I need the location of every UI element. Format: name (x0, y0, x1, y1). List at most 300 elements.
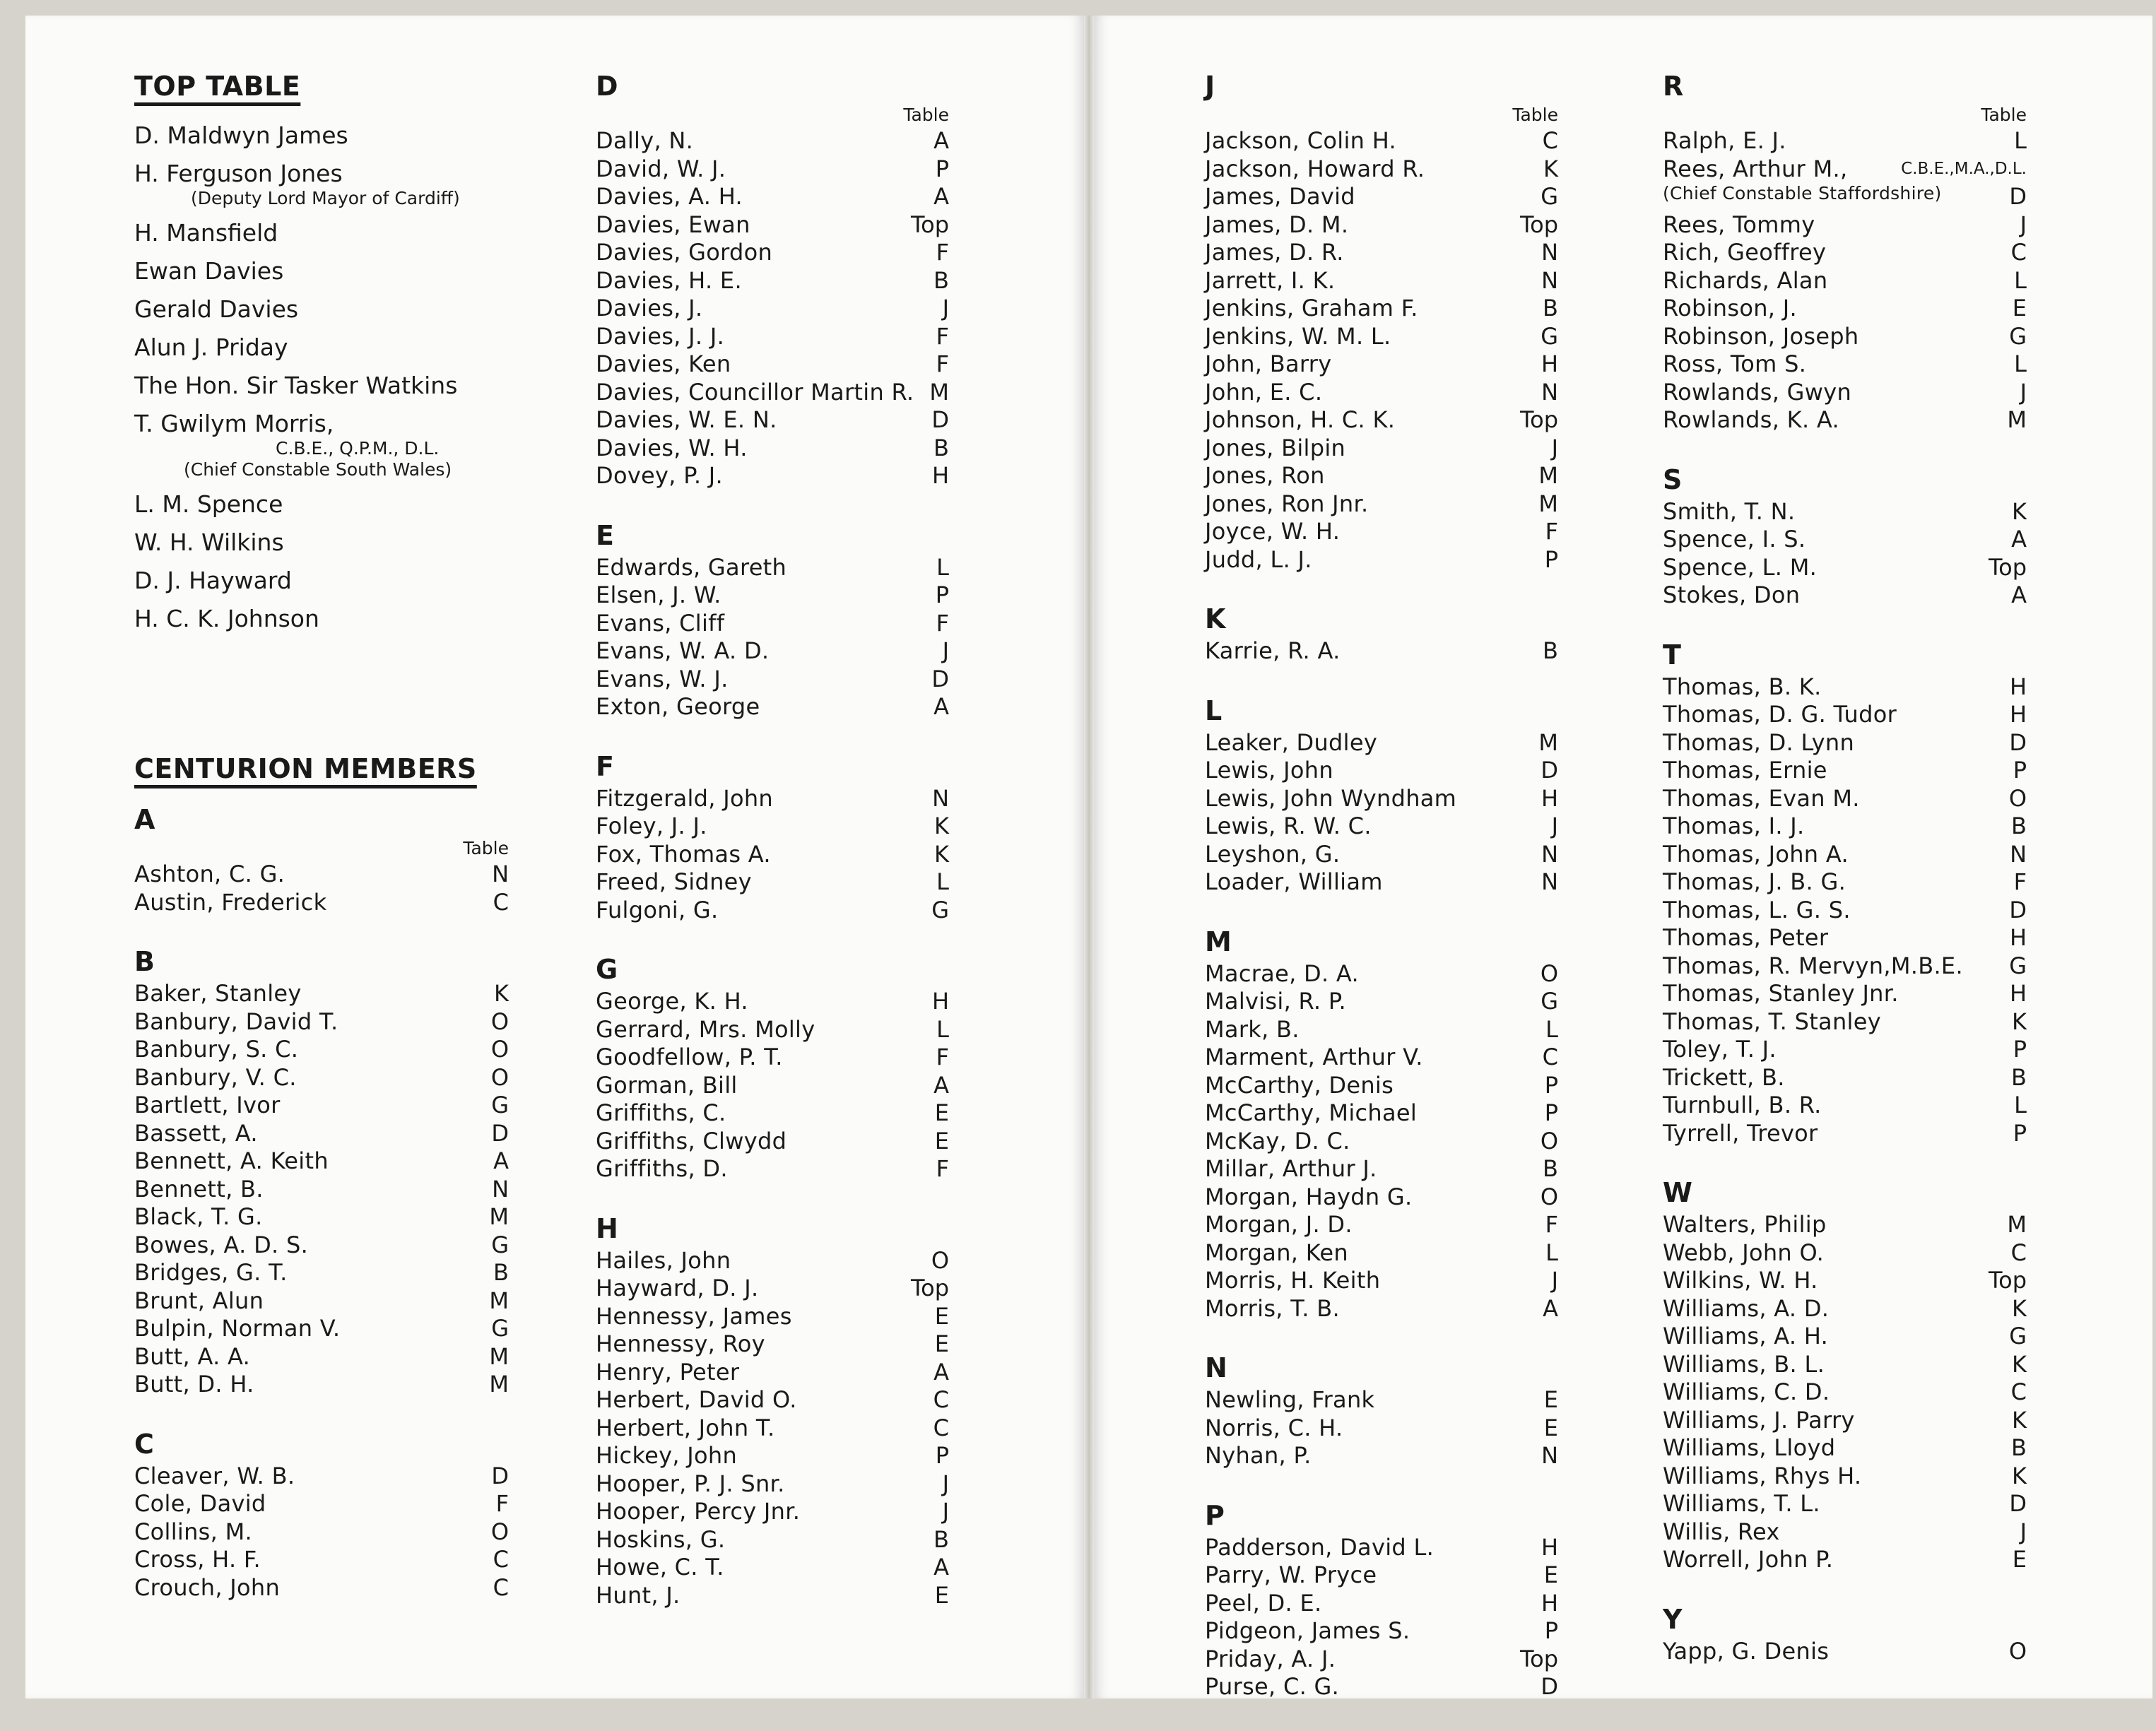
member-name: Rowlands, K. A. (1663, 406, 1839, 433)
table-letter: H (2009, 924, 2027, 951)
list-item (1663, 295, 2027, 323)
list-item (596, 350, 949, 379)
member-name: James, David (1205, 183, 1355, 210)
list-item (1663, 1323, 2027, 1351)
list-item (1205, 1414, 1558, 1443)
list-item (134, 1259, 509, 1287)
member-name: Herbert, David O. (596, 1386, 797, 1413)
table-letter: K (2012, 1462, 2027, 1489)
list-item (1663, 841, 2027, 869)
list-item (1663, 1434, 2027, 1463)
table-letter: M (1538, 728, 1558, 756)
list-item (1663, 1351, 2027, 1379)
list-item (596, 1128, 949, 1156)
list-item (1205, 1534, 1558, 1562)
list-item (134, 1518, 509, 1547)
list-item (134, 1574, 509, 1602)
member-name: Morgan, Ken (1205, 1239, 1348, 1266)
table-letter: A (1543, 1294, 1558, 1322)
section-j (1205, 71, 1558, 574)
table-letter: D (2009, 1490, 2027, 1517)
table-letter: H (2009, 980, 2027, 1007)
section-letter: K (1205, 603, 1226, 634)
member-name: Gerald Davies (134, 295, 299, 323)
list-item (1205, 1239, 1558, 1268)
member-name: Griffiths, D. (596, 1155, 728, 1182)
member-name: Turnbull, B. R. (1663, 1092, 1822, 1118)
member-name: Davies, Councillor Martin R. (596, 378, 914, 406)
member-name: Robinson, Joseph (1663, 322, 1859, 350)
member-name: Hunt, J. (596, 1581, 681, 1609)
list-item (596, 1016, 949, 1044)
list-item (1205, 462, 1558, 490)
table-letter: L (2014, 350, 2027, 377)
member-name: Hennessy, Roy (596, 1330, 765, 1357)
column-3-sections (1205, 71, 1558, 1701)
member-name: Fulgoni, G. (596, 896, 719, 923)
member-name: Collins, M. (134, 1518, 252, 1545)
table-letter: Top (1989, 553, 2027, 581)
list-item (596, 666, 949, 694)
list-item (1205, 267, 1558, 295)
top-table-member (134, 160, 509, 209)
table-letter: L (2014, 127, 2027, 154)
table-letter: Top (1520, 406, 1558, 433)
table-letter: P (1544, 545, 1558, 573)
member-name: Webb, John O. (1663, 1239, 1825, 1266)
table-column-header: Table (1981, 105, 2027, 125)
list-item (134, 1343, 509, 1371)
list-item (1205, 323, 1558, 351)
member-name: Davies, Ken (596, 350, 731, 377)
column-1-sections (134, 804, 509, 1602)
section-a (134, 804, 509, 916)
top-table-member (134, 257, 509, 285)
list-item (1663, 1490, 2027, 1518)
member-name: Thomas, Evan M. (1663, 784, 1860, 812)
section-letter: N (1205, 1352, 1227, 1383)
table-letter: J (942, 1498, 949, 1525)
member-name: Brunt, Alun (134, 1287, 264, 1314)
member-name: Crouch, John (134, 1573, 281, 1601)
table-letter: B (2011, 1063, 2027, 1091)
member-name: Thomas, Peter (1663, 924, 1829, 951)
member-name: Exton, George (596, 693, 760, 720)
table-letter: F (1545, 518, 1558, 545)
table-letter: A (2011, 526, 2027, 553)
list-item (134, 1147, 509, 1176)
member-name: Nyhan, P. (1205, 1442, 1312, 1469)
list-item (1205, 350, 1558, 379)
member-name: John, E. C. (1205, 378, 1323, 406)
table-letter: C.B.E.,M.A.,D.L. (1901, 159, 2027, 178)
table-letter: O (490, 1036, 509, 1063)
member-name: Bassett, A. (134, 1119, 258, 1147)
member-name: The Hon. Sir Tasker Watkins (134, 372, 458, 399)
list-item (1205, 1211, 1558, 1239)
section-s (1663, 464, 2027, 610)
list-item (596, 1582, 949, 1610)
table-letter: B (1543, 295, 1558, 321)
list-item (134, 1287, 509, 1316)
member-name: John, Barry (1205, 350, 1332, 377)
member-name: H. Mansfield (134, 219, 278, 247)
list-item (1205, 1386, 1558, 1414)
list-item (1663, 183, 2027, 211)
section-m (1205, 926, 1558, 1323)
section-p (1205, 1500, 1558, 1701)
list-item (134, 1120, 509, 1148)
column-1 (134, 71, 509, 1631)
top-table-member (134, 333, 509, 362)
list-item (596, 1386, 949, 1414)
table-letter: D (2009, 896, 2027, 923)
table-letter: C (2010, 239, 2027, 266)
table-letter: A (933, 1358, 949, 1386)
member-name: Malvisi, R. P. (1205, 988, 1346, 1015)
member-name: Williams, Lloyd (1663, 1434, 1836, 1461)
list-item (134, 1176, 509, 1204)
table-letter: B (933, 1525, 949, 1553)
list-item (596, 1442, 949, 1470)
column-2 (596, 71, 949, 1639)
table-letter: D (1541, 1673, 1558, 1700)
table-letter: J (2020, 1518, 2027, 1545)
table-letter: M (489, 1371, 509, 1398)
member-name: Toley, T. J. (1663, 1036, 1777, 1063)
list-item (1205, 546, 1558, 574)
table-letter: E (934, 1302, 949, 1330)
table-letter: F (936, 322, 949, 350)
list-item (1663, 1407, 2027, 1435)
table-letter: B (1543, 1155, 1558, 1182)
table-letter: Top (911, 1275, 949, 1301)
list-item (596, 435, 949, 463)
table-letter: G (1541, 183, 1558, 210)
list-item (134, 1036, 509, 1064)
list-item (1663, 1267, 2027, 1295)
list-item (134, 889, 509, 917)
table-letter: P (1544, 1099, 1558, 1126)
list-item (1663, 1239, 2027, 1268)
table-letter: G (2009, 322, 2027, 350)
table-letter: Top (1989, 1267, 2027, 1294)
table-letter: E (934, 1330, 949, 1357)
list-item (596, 239, 949, 267)
table-letter: P (1544, 1071, 1558, 1099)
section-letter: R (1663, 71, 1684, 102)
table-letter: G (491, 1315, 509, 1342)
section-l (1205, 695, 1558, 897)
list-item (596, 127, 949, 155)
member-name: Evans, Cliff (596, 609, 725, 637)
table-letter: P (2013, 1036, 2027, 1063)
list-item (1205, 379, 1558, 407)
member-name: Williams, Rhys H. (1663, 1462, 1862, 1489)
table-letter: G (1541, 988, 1558, 1015)
member-name: Millar, Arthur J. (1205, 1155, 1377, 1182)
table-letter: M (2007, 406, 2027, 433)
list-item (596, 1155, 949, 1183)
member-name: Rees, Arthur M., (1663, 155, 1848, 182)
member-name: Norris, C. H. (1205, 1414, 1343, 1441)
list-item (1205, 295, 1558, 323)
list-item (1205, 127, 1558, 155)
member-name: Spence, I. S. (1663, 526, 1806, 553)
list-item (1663, 701, 2027, 729)
list-item (1663, 350, 2027, 379)
member-name: Cleaver, W. B. (134, 1462, 295, 1489)
table-letter: B (2011, 1434, 2027, 1461)
table-letter: H (1541, 350, 1558, 377)
list-item (596, 581, 949, 610)
section-g (596, 954, 949, 1183)
table-letter: J (1551, 434, 1558, 461)
list-item (1663, 1092, 2027, 1120)
table-letter: J (1551, 1267, 1558, 1294)
list-item (134, 1463, 509, 1491)
member-name: Dovey, P. J. (596, 462, 723, 489)
list-item (596, 379, 949, 407)
table-letter: J (942, 295, 949, 321)
member-name: Rowlands, Gwyn (1663, 378, 1852, 406)
centurion-block (134, 753, 509, 1602)
table-letter: A (933, 183, 949, 210)
member-name: Robinson, J. (1663, 295, 1797, 321)
table-letter: G (491, 1231, 509, 1258)
table-letter: C (493, 1546, 509, 1573)
list-item (1205, 518, 1558, 546)
table-letter: A (933, 1071, 949, 1099)
section-letter: Y (1663, 1603, 1683, 1635)
table-letter: K (494, 980, 509, 1007)
list-item (596, 1554, 949, 1582)
list-item (1205, 757, 1558, 785)
member-name: James, D. M. (1205, 211, 1349, 238)
table-letter: N (2010, 840, 2027, 868)
table-letter: K (2012, 1406, 2027, 1434)
table-letter: H (1541, 1589, 1558, 1617)
member-name: Morris, H. Keith (1205, 1267, 1381, 1294)
table-letter: F (936, 239, 949, 266)
table-letter: G (491, 1092, 509, 1118)
table-letter: O (490, 1518, 509, 1545)
member-name: Edwards, Gareth (596, 553, 787, 581)
member-name: D. J. Hayward (134, 567, 292, 594)
table-column-header: Table (903, 105, 949, 125)
list-item (596, 1303, 949, 1331)
member-name: Stokes, Don (1663, 581, 1801, 608)
top-table-member (134, 528, 509, 557)
top-table-member (134, 605, 509, 633)
table-letter: M (489, 1342, 509, 1370)
list-item (1205, 729, 1558, 757)
member-name: Howe, C. T. (596, 1554, 724, 1581)
column-3 (1205, 71, 1558, 1731)
table-letter: Top (911, 211, 949, 238)
top-table-member (134, 122, 509, 150)
member-name: Williams, A. D. (1663, 1294, 1830, 1322)
member-name: Henry, Peter (596, 1358, 740, 1386)
table-letter: M (489, 1203, 509, 1230)
list-item (1205, 785, 1558, 813)
list-item (1205, 1183, 1558, 1212)
table-letter: H (2009, 701, 2027, 728)
table-letter: A (493, 1147, 509, 1174)
member-name: Jones, Ron Jnr. (1205, 490, 1369, 517)
list-item (596, 183, 949, 211)
list-item (1663, 1546, 2027, 1574)
member-name: Karrie, R. A. (1205, 637, 1341, 664)
list-item (1205, 183, 1558, 211)
table-letter: M (929, 378, 949, 406)
member-name: Fitzgerald, John (596, 784, 774, 812)
list-item (1205, 435, 1558, 463)
member-name: Davies, Ewan (596, 211, 750, 238)
section-letter: T (1663, 639, 1681, 670)
list-item (596, 610, 949, 638)
table-letter: D (1541, 757, 1558, 784)
table-letter: N (932, 784, 949, 812)
table-letter: M (1538, 490, 1558, 517)
section-letter: F (596, 750, 614, 782)
member-name: Hailes, John (596, 1246, 731, 1274)
column-4 (1663, 71, 2027, 1695)
member-name: Loader, William (1205, 868, 1383, 895)
table-letter: E (1543, 1386, 1558, 1413)
list-item (596, 1414, 949, 1443)
member-name: McCarthy, Denis (1205, 1071, 1394, 1099)
list-item (134, 1092, 509, 1120)
member-name: Joyce, W. H. (1205, 518, 1341, 545)
section-letter: B (134, 946, 155, 977)
list-item (596, 554, 949, 582)
list-item (596, 1099, 949, 1128)
table-letter: A (933, 693, 949, 720)
table-letter: C (493, 888, 509, 916)
table-letter: J (2020, 211, 2027, 238)
table-letter: M (2007, 1211, 2027, 1238)
member-name: Davies, H. E. (596, 266, 742, 294)
member-name: Williams, T. L. (1663, 1490, 1820, 1517)
section-letter: G (596, 954, 618, 985)
table-letter: H (931, 988, 949, 1015)
list-item (596, 1330, 949, 1359)
table-letter: M (1538, 462, 1558, 489)
member-name: Gerrard, Mrs. Molly (596, 1015, 815, 1043)
section-n (1205, 1352, 1558, 1470)
member-name: Jarrett, I. K. (1205, 266, 1336, 294)
table-letter: F (495, 1490, 509, 1517)
member-name: Freed, Sidney (596, 868, 752, 895)
list-item (1205, 239, 1558, 267)
member-name: George, K. H. (596, 988, 748, 1015)
list-item (596, 1247, 949, 1275)
table-letter: J (942, 1470, 949, 1497)
table-column-header: Table (463, 838, 509, 858)
table-letter: D (491, 1119, 509, 1147)
member-name: Lewis, John Wyndham (1205, 784, 1457, 812)
list-item (596, 813, 949, 841)
list-item (1663, 813, 2027, 841)
section-c (134, 1429, 509, 1602)
list-item (1663, 127, 2027, 155)
list-item (1663, 1463, 2027, 1491)
list-item (1663, 239, 2027, 267)
list-item (596, 1072, 949, 1100)
list-item (1663, 868, 2027, 897)
member-name: Smith, T. N. (1663, 497, 1796, 525)
member-name: Gorman, Bill (596, 1071, 738, 1099)
list-item (1205, 960, 1558, 988)
table-letter: L (936, 868, 949, 895)
table-letter: O (931, 1246, 949, 1274)
section-k (1205, 603, 1558, 666)
list-item (1663, 673, 2027, 702)
table-letter: N (1541, 868, 1558, 895)
list-item (134, 1203, 509, 1231)
member-name: Thomas, D. G. Tudor (1663, 701, 1897, 728)
member-name: Worrell, John P. (1663, 1546, 1834, 1573)
column-4-sections (1663, 71, 2027, 1665)
member-name: Thomas, J. B. G. (1663, 868, 1846, 895)
member-name: David, W. J. (596, 155, 726, 182)
member-name: Austin, Frederick (134, 888, 327, 916)
table-letter: L (1545, 1239, 1558, 1266)
member-name: Parry, W. Pryce (1205, 1561, 1377, 1588)
member-name: Thomas, John A. (1663, 840, 1849, 868)
list-item (596, 841, 949, 869)
member-name: Bennett, B. (134, 1175, 264, 1203)
member-name: Cole, David (134, 1490, 266, 1517)
list-item (1663, 155, 2027, 184)
table-letter: P (2013, 757, 2027, 784)
page-fold (1084, 16, 1094, 1698)
top-table-member (134, 490, 509, 519)
list-item (596, 267, 949, 295)
table-letter: H (2009, 673, 2027, 700)
list-item (1663, 1211, 2027, 1239)
list-item (1205, 1044, 1558, 1072)
member-name: McKay, D. C. (1205, 1127, 1350, 1154)
table-letter: N (492, 861, 509, 887)
table-letter: E (934, 1127, 949, 1154)
member-name: McCarthy, Michael (1205, 1099, 1418, 1126)
section-d (596, 71, 949, 490)
list-item (596, 1526, 949, 1554)
table-letter: N (492, 1175, 509, 1203)
table-letter: E (1543, 1414, 1558, 1441)
list-item (596, 323, 949, 351)
member-name: Baker, Stanley (134, 980, 302, 1007)
list-item (1663, 581, 2027, 610)
member-name: Lewis, R. W. C. (1205, 813, 1372, 839)
member-name: Pidgeon, James S. (1205, 1617, 1410, 1644)
list-item (1205, 211, 1558, 240)
list-item (596, 988, 949, 1016)
top-table-member (134, 567, 509, 595)
list-item (596, 637, 949, 666)
table-letter: C (1542, 1044, 1558, 1070)
member-name: Thomas, Stanley Jnr. (1663, 980, 1899, 1007)
list-item (1663, 554, 2027, 582)
member-name: Leaker, Dudley (1205, 728, 1378, 756)
list-item (596, 868, 949, 897)
member-note: (Deputy Lord Mayor of Cardiff) (191, 188, 460, 208)
member-name: L. M. Spence (134, 490, 283, 518)
list-item (596, 155, 949, 184)
list-item (134, 1231, 509, 1260)
